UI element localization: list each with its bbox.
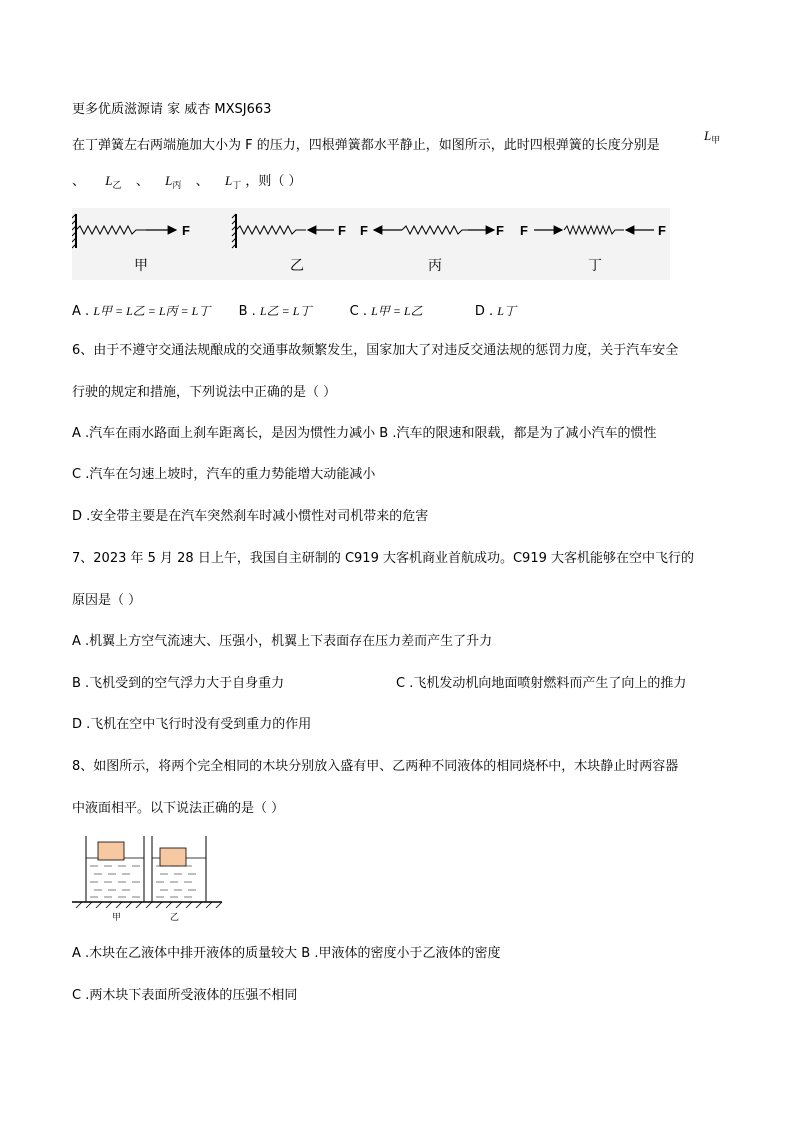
force-label: F <box>182 223 190 238</box>
q5-L-ding: $L_丁$ <box>224 173 242 191</box>
q5-option-A: L甲 = L乙 = L丙 = L丁 <box>93 304 211 318</box>
force-label: F <box>338 223 346 238</box>
wood-block <box>98 842 124 860</box>
force-label: F <box>520 223 528 238</box>
q5-option-C: L甲 = L乙 <box>371 304 423 318</box>
label-yi: 乙 <box>170 913 180 923</box>
beaker-yi <box>152 836 206 923</box>
beakers-figure <box>72 832 232 924</box>
q8-stem-line1: 8、如图所示，将两个完全相同的木块分别放入盛有甲、乙两种不同液体的相同烧杯中，木块静止时两容器 <box>72 759 679 774</box>
springs-figure <box>72 208 670 280</box>
q6-stem-line2: 行驶的规定和措施，下列说法中正确的是（ ） <box>72 385 337 400</box>
force-label: F <box>658 223 666 238</box>
q7-option-D: D .飞机在空中飞行时没有受到重力的作用 <box>72 717 312 732</box>
q6-options-AB: A .汽车在雨水路面上刹车距离长，是因为惯性力减小 B .汽车的限速和限载，都是为了减小汽车的惯性 <box>72 426 657 441</box>
caption-yi: 乙 <box>290 258 304 274</box>
q7-option-B: B .飞机受到的空气浮力大于自身重力 <box>72 676 285 691</box>
spring-jia <box>72 214 190 274</box>
q6-stem-line1: 6、由于不遵守交通法规酿成的交通事故频繁发生，国家加大了对违反交通法规的惩罚力度，关于汽车安全 <box>72 343 679 358</box>
q5-stem-line1: 在丁弹簧左右两端施加大小为 F 的压力，四根弹簧都水平静止，如图所示，此时四根弹簧的长度分别是 <box>72 138 660 153</box>
q7-stem-line2: 原因是（ ） <box>72 593 142 608</box>
wood-block <box>160 848 186 866</box>
q5-option-B: L乙 = L丁 <box>259 304 312 318</box>
spring-bing <box>360 223 504 274</box>
beaker-jia <box>86 836 144 923</box>
q5-L-bing: $L_丙$ <box>165 173 182 191</box>
header-note: 更多优质滋源请 家 威杏 MXSJ663 <box>72 102 272 117</box>
q5-options: A . L甲 = L乙 = L丙 = L丁 B . L乙 = L丁 C . L甲 = L乙 D . L丁 <box>72 304 516 319</box>
force-label: F <box>360 223 368 238</box>
q6-option-D: D .安全带主要是在汽车突然刹车时减小惯性对司机带来的危害 <box>72 509 429 524</box>
q8-option-C: C .两木块下表面所受液体的压强不相同 <box>72 988 298 1003</box>
q5-L-yi: $L_乙$ <box>105 173 122 191</box>
q6-option-C: C .汽车在匀速上坡时，汽车的重力势能增大动能减小 <box>72 467 376 482</box>
caption-bing: 丙 <box>428 258 442 274</box>
q5-L-jia: $L_甲$ <box>704 128 721 146</box>
caption-ding: 丁 <box>588 258 602 274</box>
label-jia: 甲 <box>112 913 122 923</box>
force-label: F <box>496 223 504 238</box>
q7-option-A: A .机翼上方空气流速大、压强小，机翼上下表面存在压力差而产生了升力 <box>72 634 493 649</box>
q8-stem-line2: 中液面相平。以下说法正确的是（ ） <box>72 801 285 816</box>
spring-ding <box>520 223 666 274</box>
q7-stem-line1: 7、2023 年 5 月 28 日上午，我国自主研制的 C919 大客机商业首航成功。C919 大客机能够在空中飞行的 <box>72 551 695 566</box>
q7-option-C: C .飞机发动机向地面喷射燃料而产生了向上的推力 <box>396 676 687 691</box>
springs-diagram <box>72 208 670 280</box>
caption-jia: 甲 <box>134 258 148 274</box>
q5-stem-line2: 、 $L_乙$ 、 $L_丙$ 、 $L_丁$ ，则（ ） <box>72 173 302 191</box>
spring-yi <box>232 214 346 274</box>
q8-options-AB: A .木块在乙液体中排开液体的质量较大 B .甲液体的密度小于乙液体的密度 <box>72 946 501 961</box>
q5-option-D: L丁 <box>497 304 516 318</box>
beakers-diagram <box>72 832 232 924</box>
